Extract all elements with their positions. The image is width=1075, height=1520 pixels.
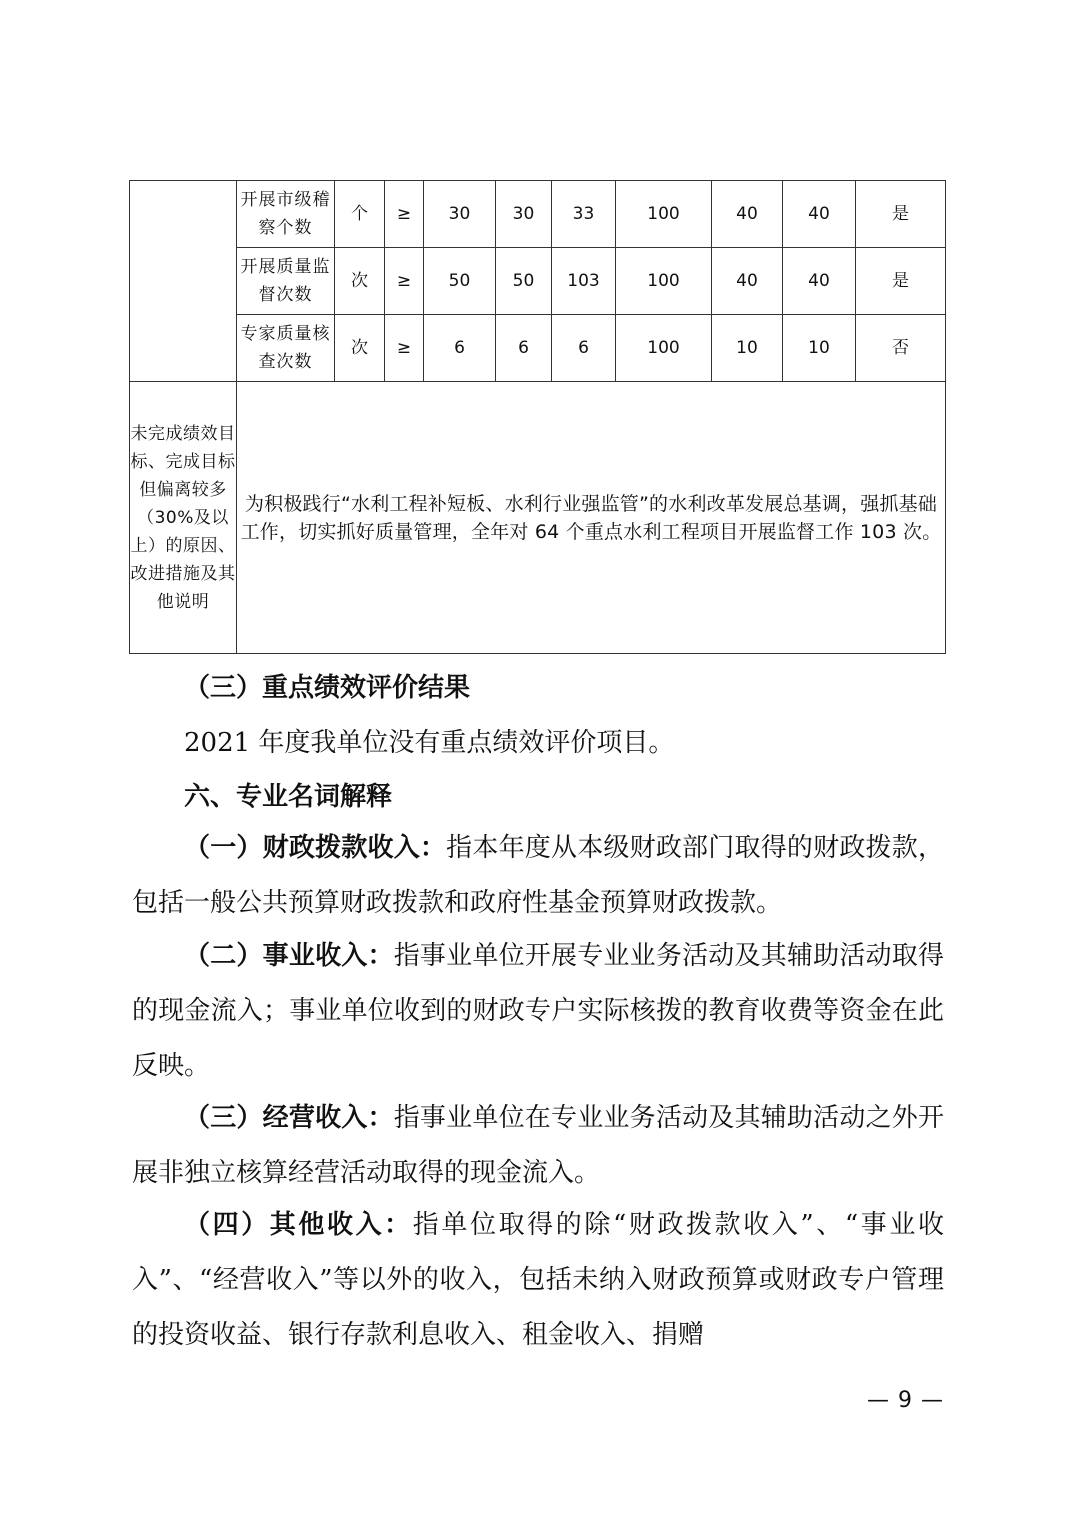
value-cell: 30 xyxy=(424,181,496,248)
status-cell: 是 xyxy=(856,181,946,248)
definition-text: 指本年度从本级财政部门取得的财政拨款，包括一般公共预算财政拨款和政府性基金预算财政拨款。 xyxy=(132,833,944,918)
operator-cell: ≥ xyxy=(385,315,424,382)
operator-cell: ≥ xyxy=(385,181,424,248)
value-cell: 103 xyxy=(552,248,616,315)
definition-term: （一）财政拨款收入： xyxy=(184,833,447,863)
value-cell: 40 xyxy=(783,248,856,315)
unit-cell: 次 xyxy=(335,248,385,315)
value-cell: 100 xyxy=(616,248,712,315)
value-cell: 40 xyxy=(712,248,783,315)
operator-cell: ≥ xyxy=(385,248,424,315)
unit-cell: 次 xyxy=(335,315,385,382)
unit-cell: 个 xyxy=(335,181,385,248)
value-cell: 10 xyxy=(783,315,856,382)
page-number: — 9 — xyxy=(867,1388,944,1413)
note-label-cell: 未完成绩效目标、完成目标但偏离较多（30%及以上）的原因、改进措施及其他说明 xyxy=(130,382,237,654)
definition-paragraph xyxy=(132,1091,944,1201)
status-cell: 是 xyxy=(856,248,946,315)
value-cell: 40 xyxy=(712,181,783,248)
status-cell: 否 xyxy=(856,315,946,382)
body-paragraph: 2021 年度我单位没有重点绩效评价项目。 xyxy=(184,728,675,758)
section-heading: 六、专业名词解释 xyxy=(184,782,393,812)
performance-table xyxy=(129,180,946,654)
note-text-cell: 为积极践行“水利工程补短板、水利行业强监管”的水利改革发展总基调，强抓基础工作，切实抓好质量管理，全年对 64 个重点水利工程项目开展监督工作 103 次。 xyxy=(237,382,946,654)
definition-paragraph xyxy=(132,929,944,1094)
definition-paragraph xyxy=(132,1198,944,1363)
value-cell: 30 xyxy=(496,181,552,248)
indicator-name: 开展质量监督次数 xyxy=(237,248,335,315)
definition-text: 指单位取得的除“财政拨款收入”、“事业收入”、“经营收入”等以外的收入，包括未纳入财政预算或财政专户管理的投资收益、银行存款利息收入、租金收入、捐赠 xyxy=(132,1210,944,1350)
value-cell: 100 xyxy=(616,181,712,248)
value-cell: 50 xyxy=(424,248,496,315)
indicator-name: 开展市级稽察个数 xyxy=(237,181,335,248)
table-row xyxy=(130,181,946,248)
table-row xyxy=(130,315,946,382)
indicator-name: 专家质量核查次数 xyxy=(237,315,335,382)
definition-text: 指事业单位开展专业业务活动及其辅助活动取得的现金流入；事业单位收到的财政专户实际核拨的教育收费等资金在此反映。 xyxy=(132,941,944,1081)
value-cell: 6 xyxy=(424,315,496,382)
value-cell: 33 xyxy=(552,181,616,248)
definition-paragraph xyxy=(132,821,944,931)
value-cell: 100 xyxy=(616,315,712,382)
definition-term: （二）事业收入： xyxy=(184,941,394,971)
section-heading: （三）重点绩效评价结果 xyxy=(184,673,471,703)
definition-text: 指事业单位在专业业务活动及其辅助活动之外开展非独立核算经营活动取得的现金流入。 xyxy=(132,1103,944,1188)
value-cell: 6 xyxy=(552,315,616,382)
category-cell xyxy=(130,181,237,382)
value-cell: 10 xyxy=(712,315,783,382)
definition-term: （三）经营收入： xyxy=(184,1103,394,1133)
definition-term: （四）其他收入： xyxy=(184,1210,413,1240)
value-cell: 40 xyxy=(783,181,856,248)
table-row xyxy=(130,382,946,654)
table-row xyxy=(130,248,946,315)
value-cell: 6 xyxy=(496,315,552,382)
value-cell: 50 xyxy=(496,248,552,315)
